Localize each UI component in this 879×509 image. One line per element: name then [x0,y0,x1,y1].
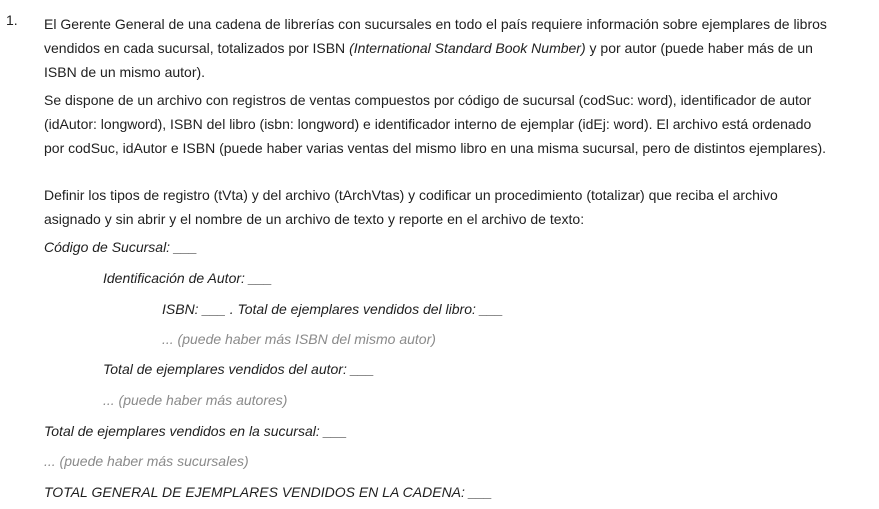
report-line-total-autor: Total de ejemplares vendidos del autor: ___ [103,361,375,377]
paragraph-task: Definir los tipos de registro (tVta) y del archivo (tArchVtas) y codificar un procedimiento (totalizar) que reciba el archivo asignado y sin abrir y el nombre de un archivo de texto y reporte en el archivo de texto: [44,187,778,227]
report-line-sucursal: Código de Sucursal: ___ [44,239,198,255]
report-line-autor: Identificación de Autor: ___ [103,270,273,286]
report-line-total-sucursal: Total de ejemplares vendidos en la sucursal: ___ [44,423,348,439]
item-number: 1. [6,12,18,28]
report-line-total-general: TOTAL GENERAL DE EJEMPLARES VENDIDOS EN LA CADENA: ___ [44,484,493,500]
report-line-more-isbn: ... (puede haber más ISBN del mismo autor) [162,331,436,347]
report-line-isbn: ISBN: ___ . Total de ejemplares vendidos del libro: ___ [162,301,504,317]
paragraph-intro [44,12,834,84]
report-line-more-autores: ... (puede haber más autores) [103,392,288,408]
intro-text-italic: (International Standard Book Number) [349,40,586,56]
intro-text-start: El Gerente General de una cadena de librerías con sucursales en todo el país requiere información sobre ejemplares de libros vendidos en cada sucursal, totalizados por ISBN [44,16,827,56]
intro-text-end: y por autor (puede haber más de un ISBN de un mismo autor). [44,40,813,80]
report-line-more-sucursales: ... (puede haber más sucursales) [44,453,249,469]
paragraph-file-description: Se dispone de un archivo con registros de ventas compuestos por código de sucursal (codSuc: word), identificador de autor (idAutor: longword), ISBN del libro (isbn: longword) e identificador interno de ejemplar (idEj: word). El archivo está ordenado por codSuc, idAutor e ISBN (puede haber varias ventas del mismo libro en una misma sucursal, pero de distintos ejemplares). [44,92,827,156]
